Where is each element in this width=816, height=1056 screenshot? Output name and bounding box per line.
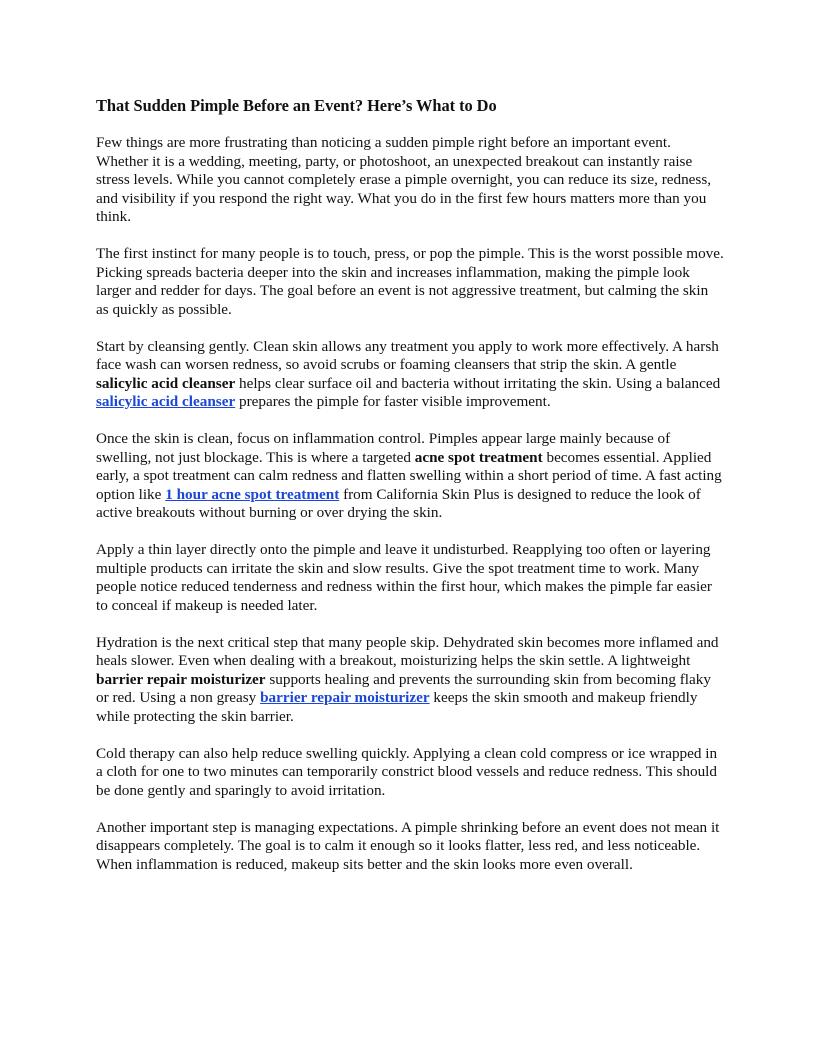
- paragraph-text: helps clear surface oil and bacteria without irritating the skin. Using a balanced: [235, 374, 721, 392]
- paragraph-text: Once the skin is clean, focus on inflammation control. Pimples appear large mainly because of swelling, not just blockage. This is where a targeted: [96, 430, 671, 466]
- paragraph-apply: [96, 541, 724, 615]
- paragraph-text: Hydration is the next critical step that many people skip. Dehydrated skin becomes more inflamed and heals slower. Even when dealing with a breakout, moisturizing helps the skin settle. A lightweight: [96, 633, 719, 669]
- paragraph-hydration: [96, 634, 724, 727]
- paragraph-text: prepares the pimple for faster visible improvement.: [235, 393, 551, 410]
- paragraph-text: Start by cleansing gently. Clean skin allows any treatment you apply to work more effectively. A harsh face wash can worsen redness, so avoid scrubs or foaming cleansers that strip the skin. A gentle: [96, 337, 719, 373]
- bold-term-salicylic-acid-cleanser: salicylic acid cleanser: [96, 374, 236, 392]
- paragraph-text: from California Skin Plus is designed to reduce the look of active breakouts without burning or over drying the skin.: [96, 485, 701, 521]
- link-1-hour-acne-spot-treatment[interactable]: 1 hour acne spot treatment: [165, 485, 340, 503]
- paragraph-inflammation: [96, 430, 724, 523]
- link-barrier-repair-moisturizer[interactable]: barrier repair moisturizer: [260, 689, 430, 706]
- paragraph-text: The first instinct for many people is to touch, press, or pop the pimple. This is the worst possible move. Picking spreads bacteria deeper into the skin and increases inflammation, making the pimple look larger and redder for days. The goal before an event is not aggressive treatment, but calming the skin as quickly as possible.: [96, 245, 724, 318]
- paragraph-text: Few things are more frustrating than noticing a sudden pimple right before an important event. Whether it is a wedding, meeting, party, or photoshoot, an unexpected breakout can instantly raise stress levels. While you cannot completely erase a pimple overnight, you can reduce its size, redness, and visibility if you respond the right way. What you do in the first few hours matters more than you think.: [96, 134, 712, 225]
- bold-term-acne-spot-treatment: acne spot treatment: [414, 448, 543, 466]
- paragraph-expectations: [96, 819, 724, 875]
- link-salicylic-acid-cleanser[interactable]: salicylic acid cleanser: [96, 393, 236, 410]
- paragraph-text: Another important step is managing expectations. A pimple shrinking before an event does not mean it disappears completely. The goal is to calm it enough so it looks flatter, less red, and less noticeable. When inflammation is reduced, makeup sits better and the skin looks more even overall.: [96, 818, 720, 873]
- paragraph-first-instinct: [96, 245, 724, 319]
- paragraph-text: Cold therapy can also help reduce swelling quickly. Applying a clean cold compress or ice wrapped in a cloth for one to two minutes can temporarily constrict blood vessels and reduce redness. This should be done gently and sparingly to avoid irritation.: [96, 744, 718, 799]
- paragraph-text: becomes essential. Applied early, a spot treatment can calm redness and flatten swelling within a short period of time. A fast acting option like: [96, 448, 722, 503]
- bold-term-barrier-repair-moisturizer: barrier repair moisturizer: [96, 670, 266, 688]
- paragraph-cleansing: [96, 338, 724, 412]
- paragraph-text: Apply a thin layer directly onto the pimple and leave it undisturbed. Reapplying too often or layering multiple products can irritate the skin and slow results. Give the spot treatment time to work. Many people notice reduced tenderness and redness within the first hour, which makes the pimple far easier to conceal if makeup is needed later.: [96, 541, 712, 614]
- paragraph-text: supports healing and prevents the surrounding skin from becoming flaky or red. Using a non greasy: [96, 670, 711, 706]
- document-title: That Sudden Pimple Before an Event? Here’s What to Do: [96, 96, 497, 115]
- paragraph-text: keeps the skin smooth and makeup friendly while protecting the skin barrier.: [96, 689, 698, 725]
- paragraph-intro: [96, 134, 724, 227]
- document-page: [96, 96, 724, 874]
- paragraph-cold-therapy: [96, 745, 724, 801]
